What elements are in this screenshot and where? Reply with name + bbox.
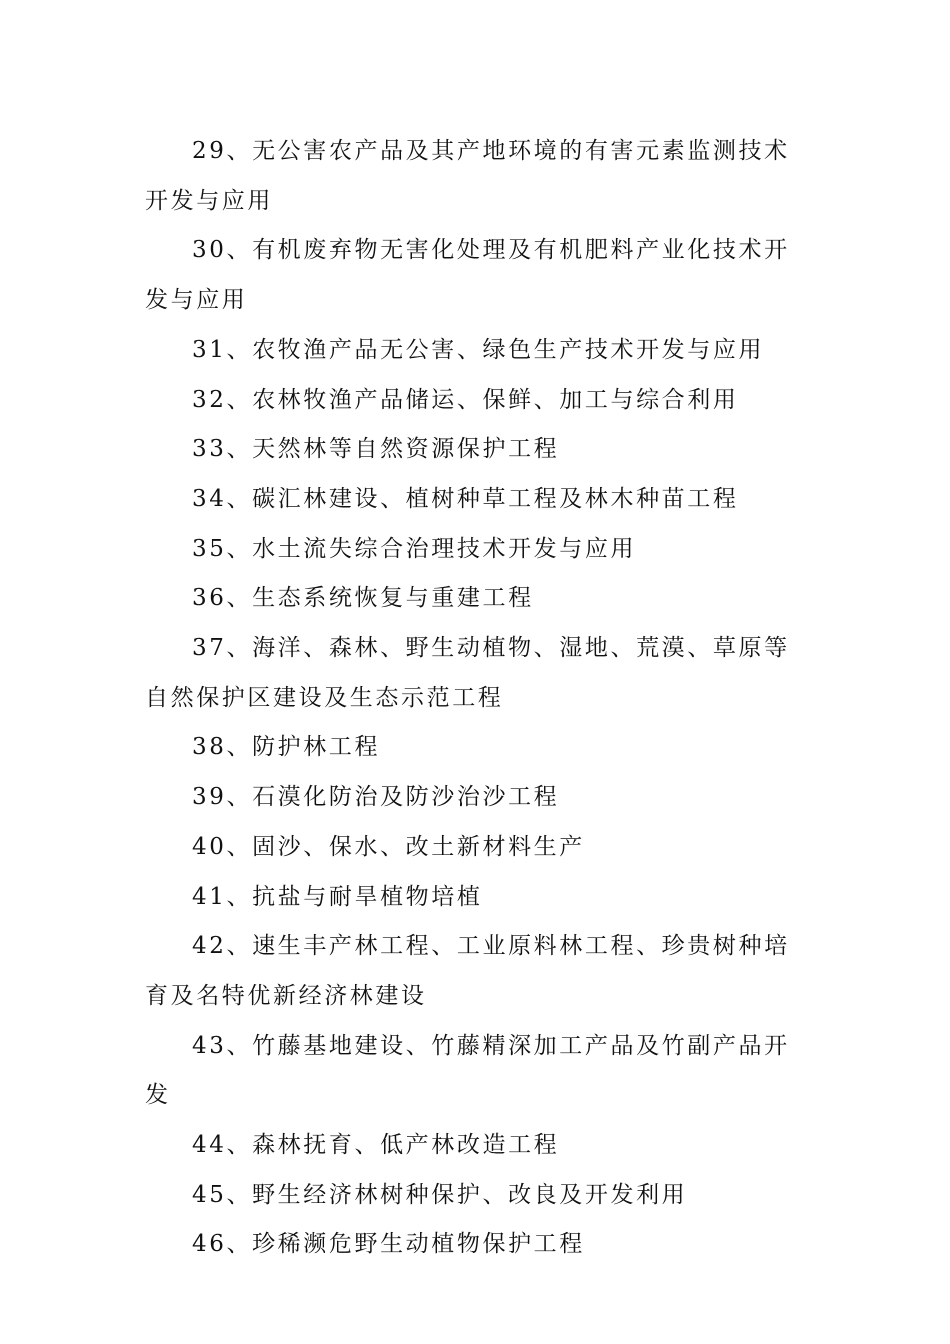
list-item: 30、有机废弃物无害化处理及有机肥料产业化技术开发与应用 — [145, 237, 790, 314]
list-item: 33、天然林等自然资源保护工程 — [192, 436, 560, 463]
list-item: 42、速生丰产林工程、工业原料林工程、珍贵树种培育及名特优新经济林建设 — [145, 933, 790, 1009]
list-item: 34、碳汇林建设、植树种草工程及林木种苗工程 — [192, 485, 739, 512]
list-item: 37、海洋、森林、野生动植物、湿地、荒漠、草原等自然保护区建设及生态示范工程 — [145, 635, 790, 711]
list-item: 40、固沙、保水、改土新材料生产 — [192, 833, 585, 860]
document-body — [145, 127, 810, 1270]
list-item: 41、抗盐与耐旱植物培植 — [192, 883, 483, 910]
list-item: 29、无公害农产品及其产地环境的有害元素监测技术开发与应用 — [145, 138, 790, 214]
list-item: 31、农牧渔产品无公害、绿色生产技术开发与应用 — [192, 336, 765, 363]
list-item: 36、生态系统恢复与重建工程 — [192, 585, 534, 612]
list-item: 38、防护林工程 — [192, 734, 381, 761]
list-item: 35、水土流失综合治理技术开发与应用 — [192, 535, 637, 562]
list-item: 43、竹藤基地建设、竹藤精深加工产品及竹副产品开发 — [145, 1032, 790, 1109]
list-item: 46、珍稀濒危野生动植物保护工程 — [192, 1231, 585, 1258]
list-item: 45、野生经济林树种保护、改良及开发利用 — [192, 1181, 688, 1208]
list-item: 39、石漠化防治及防沙治沙工程 — [192, 784, 560, 811]
list-item: 32、农林牧渔产品储运、保鲜、加工与综合利用 — [192, 386, 739, 413]
list-item: 44、森林抚育、低产林改造工程 — [192, 1132, 560, 1159]
